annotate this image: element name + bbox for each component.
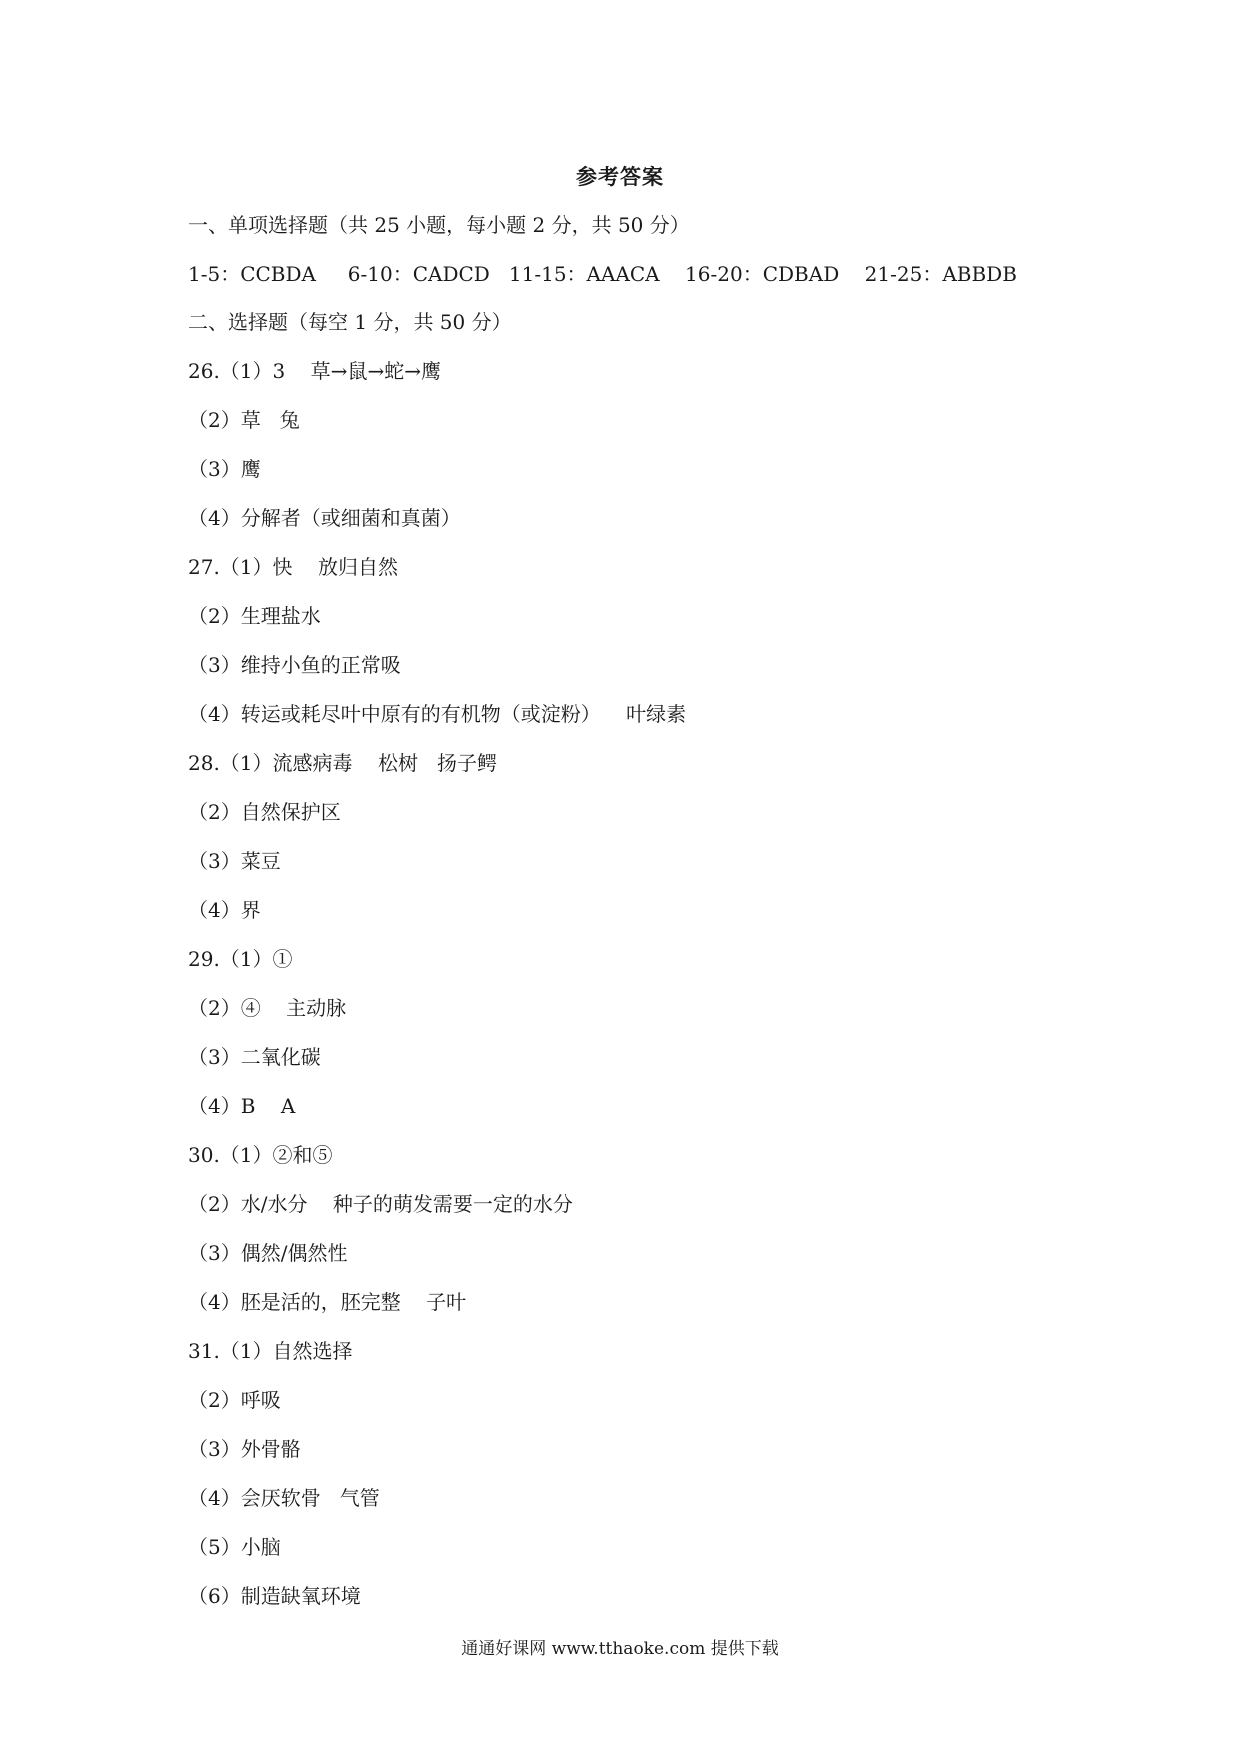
multiple-choice-answers: 1-5：CCBDA 6-10：CADCD 11-15：AAACA 16-20：CDBAD 21-25：ABBDB — [188, 262, 1017, 286]
answer-line: （2）自然保护区 — [188, 800, 341, 824]
answer-line: （3）外骨骼 — [188, 1437, 301, 1461]
answer-line: （3）偶然/偶然性 — [188, 1241, 348, 1265]
answer-line: 28.（1）流感病毒 松树 扬子鳄 — [188, 751, 498, 775]
answer-line: （4）B A — [188, 1094, 296, 1118]
section-2-heading: 二、选择题（每空 1 分，共 50 分） — [188, 310, 512, 334]
answer-line: 29.（1）① — [188, 947, 293, 971]
answer-line: （2）生理盐水 — [188, 604, 321, 628]
answer-line: （3）菜豆 — [188, 849, 281, 873]
answer-line: （4）分解者（或细菌和真菌） — [188, 506, 461, 530]
answer-line: 31.（1）自然选择 — [188, 1339, 353, 1363]
answer-line: 30.（1）②和⑤ — [188, 1143, 333, 1167]
answer-line: 26.（1）3 草→鼠→蛇→鹰 — [188, 359, 441, 383]
answer-line: （6）制造缺氧环境 — [188, 1584, 361, 1608]
answer-line: （4）会厌软骨 气管 — [188, 1486, 380, 1510]
answer-line: （4）转运或耗尽叶中原有的有机物（或淀粉） 叶绿素 — [188, 702, 687, 726]
answer-line: （5）小脑 — [188, 1535, 281, 1559]
answer-line: （3）鹰 — [188, 457, 261, 481]
answer-line: （4）胚是活的，胚完整 子叶 — [188, 1290, 467, 1314]
section-1-heading: 一、单项选择题（共 25 小题，每小题 2 分，共 50 分） — [188, 213, 690, 237]
answer-line: （2）④ 主动脉 — [188, 996, 347, 1020]
answer-line: （3）二氧化碳 — [188, 1045, 321, 1069]
answer-line: 27.（1）快 放归自然 — [188, 555, 398, 579]
answer-line: （3）维持小鱼的正常吸 — [188, 653, 401, 677]
page-footer: 通通好课网 www.tthaoke.com 提供下载 — [461, 1639, 779, 1659]
answer-line: （2）草 兔 — [188, 408, 300, 432]
answer-line: （4）界 — [188, 898, 261, 922]
answer-line: （2）呼吸 — [188, 1388, 281, 1412]
answer-line: （2）水/水分 种子的萌发需要一定的水分 — [188, 1192, 573, 1216]
page-title: 参考答案 — [576, 164, 664, 189]
